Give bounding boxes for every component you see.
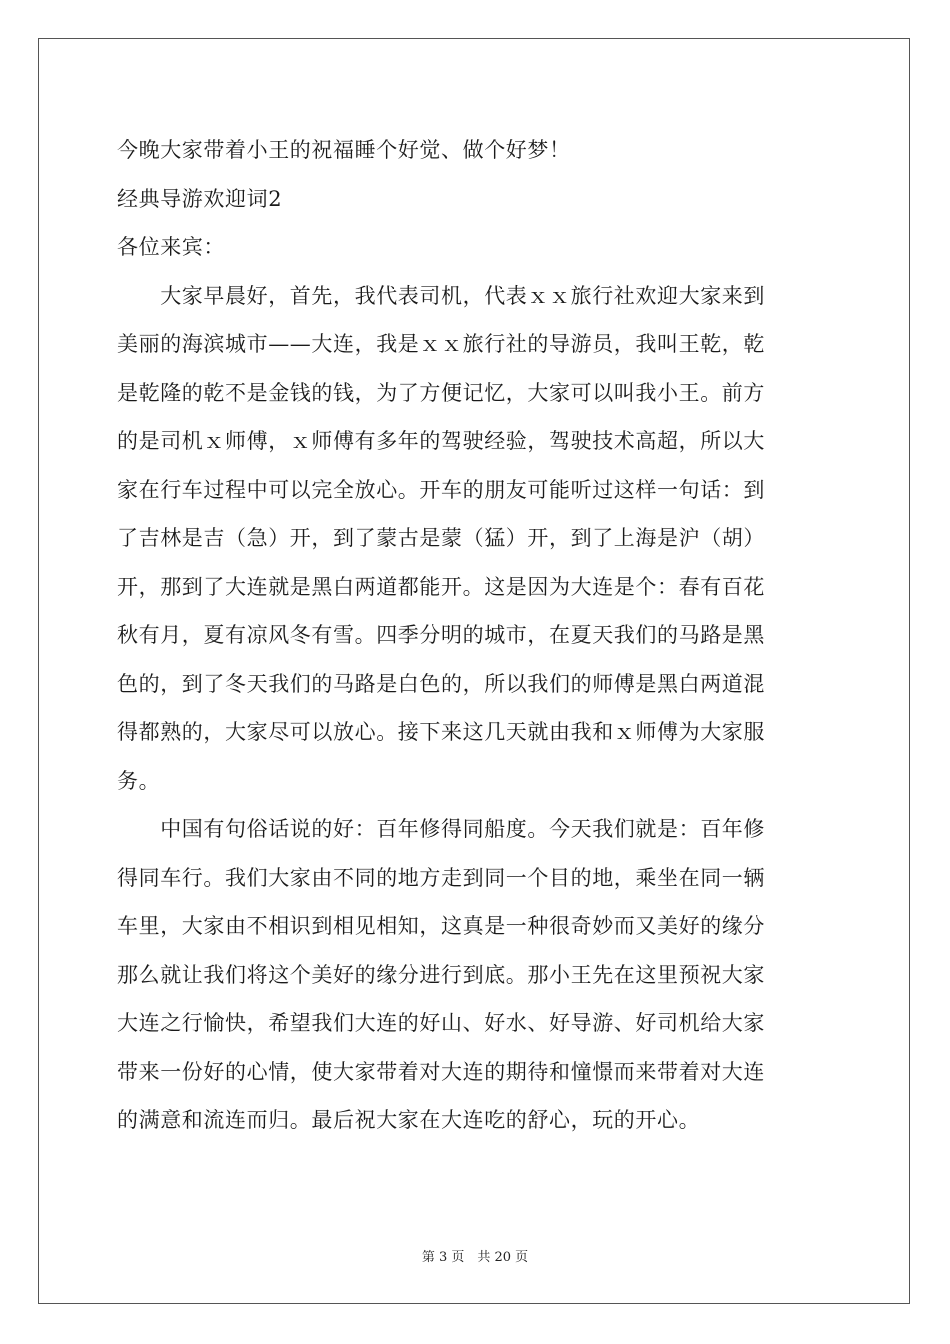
section-title: 经典导游欢迎词2 [117,186,283,211]
text-line: 得同车行。我们大家由不同的地方走到同一个目的地，乘坐在同一辆 [117,865,765,890]
text-line: 开，那到了大连就是黑白两道都能开。这是因为大连是个：春有百花 [117,574,765,599]
text-line: 大家早晨好，首先，我代表司机，代表ｘｘ旅行社欢迎大家来到 [117,283,765,308]
text-line: 务。 [117,768,161,793]
text-line: 家在行车过程中可以完全放心。开车的朋友可能听过这样一句话：到 [117,477,765,502]
text-line: 了吉林是吉（急）开，到了蒙古是蒙（猛）开，到了上海是沪（胡） [117,526,765,550]
text-line: 得都熟的，大家尽可以放心。接下来这几天就由我和ｘ师傅为大家服 [117,720,765,744]
page-number-footer: 第 3 页 共 20 页 [421,1250,529,1265]
text-line: 中国有句俗话说的好：百年修得同船度。今天我们就是：百年修 [117,817,765,841]
text-line: 那么就让我们将这个美好的缘分进行到底。那小王先在这里预祝大家 [117,962,765,987]
salutation: 各位来宾： [117,235,225,259]
text-line: 带来一份好的心情，使大家带着对大连的期待和憧憬而来带着对大连 [117,1059,765,1084]
document-body [117,126,833,1145]
text-line: 是乾隆的乾不是金钱的钱，为了方便记忆，大家可以叫我小王。前方 [117,380,765,405]
text-line: 大连之行愉快，希望我们大连的好山、好水、好导游、好司机给大家 [117,1011,765,1035]
text-line: 色的，到了冬天我们的马路是白色的，所以我们的师傅是黑白两道混 [117,671,765,696]
text-line: 美丽的海滨城市——大连，我是ｘｘ旅行社的导游员，我叫王乾，乾 [117,332,765,356]
text-line: 今晚大家带着小王的祝福睡个好觉、做个好梦！ [117,138,571,162]
text-line: 车里，大家由不相识到相见相知，这真是一种很奇妙而又美好的缘分 [117,914,765,938]
text-line: 的满意和流连而归。最后祝大家在大连吃的舒心，玩的开心。 [117,1108,701,1132]
text-line: 的是司机ｘ师傅，ｘ师傅有多年的驾驶经验，驾驶技术高超，所以大 [117,429,765,453]
text-line: 秋有月，夏有凉风冬有雪。四季分明的城市，在夏天我们的马路是黑 [117,623,765,647]
